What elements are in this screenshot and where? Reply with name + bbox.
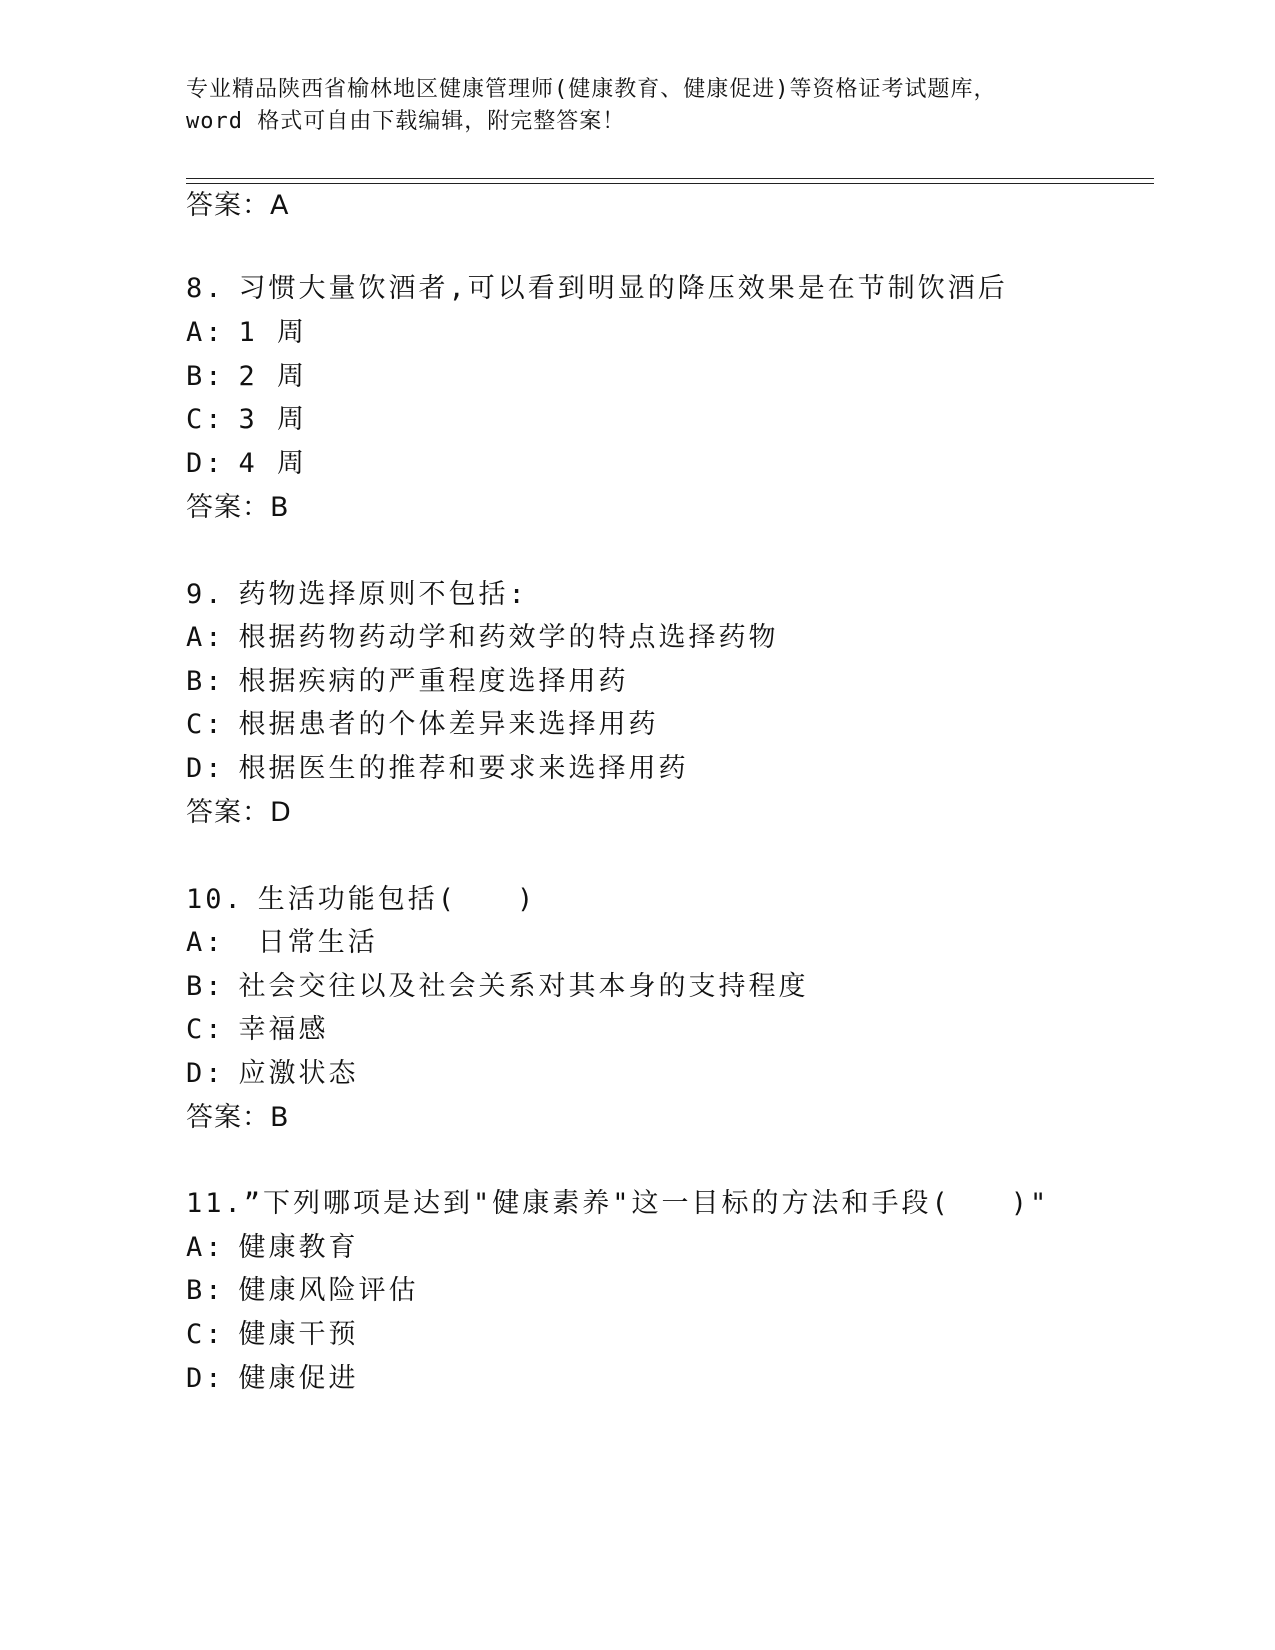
- option-label: B:: [186, 666, 225, 697]
- answer-prefix: 答案：: [186, 1102, 270, 1133]
- option-label: B:: [186, 361, 225, 392]
- option-label: C:: [186, 709, 225, 740]
- option-label: C:: [186, 1014, 225, 1045]
- option-text: 健康干预: [238, 1319, 359, 1350]
- option-text: 健康风险评估: [238, 1275, 419, 1306]
- option-label: D:: [186, 1058, 225, 1089]
- question-8-option-a: [186, 315, 307, 351]
- question-8-option-b: [186, 359, 307, 395]
- option-text: 根据医生的推荐和要求来选择用药: [238, 753, 689, 784]
- option-text: 4 周: [238, 448, 308, 479]
- option-text: 幸福感: [238, 1014, 329, 1045]
- answer-line: [186, 188, 289, 224]
- question-text: 药物选择原则不包括:: [238, 579, 528, 610]
- option-label: A:: [186, 1232, 225, 1263]
- answer-value: B: [270, 492, 290, 523]
- question-10-option-b: [186, 969, 809, 1005]
- question-number: 11.: [186, 1188, 244, 1219]
- question-8-option-c: [186, 402, 307, 438]
- option-text: 根据药物药动学和药效学的特点选择药物: [238, 622, 779, 653]
- option-label: D:: [186, 1363, 225, 1394]
- option-label: D:: [186, 753, 225, 784]
- question-9-option-a: [186, 620, 779, 656]
- answer-prefix: 答案：: [186, 797, 270, 828]
- option-label: C:: [186, 1319, 225, 1350]
- question-11-option-d: [186, 1361, 359, 1397]
- header-divider-bottom: [186, 183, 1154, 184]
- option-text: 3 周: [238, 404, 308, 435]
- answer-value: A: [270, 190, 290, 221]
- question-text: 生活功能包括( ): [257, 884, 537, 915]
- question-9-option-c: [186, 707, 659, 743]
- question-number: 9.: [186, 579, 225, 610]
- option-text: 健康促进: [238, 1363, 359, 1394]
- question-9-option-d: [186, 751, 689, 787]
- question-10-option-c: [186, 1012, 329, 1048]
- question-text: ”下列哪项是达到"健康素养"这一目标的方法和手段( )": [243, 1188, 1050, 1219]
- option-text: 应激状态: [238, 1058, 359, 1089]
- question-11-stem: [186, 1186, 1049, 1222]
- option-text: 健康教育: [238, 1232, 359, 1263]
- question-9-option-b: [186, 664, 629, 700]
- header-divider-top: [186, 178, 1154, 179]
- option-label: C:: [186, 404, 225, 435]
- answer-prefix: 答案：: [186, 190, 270, 221]
- answer-value: D: [270, 797, 292, 828]
- option-label: A:: [186, 927, 225, 958]
- option-text: 社会交往以及社会关系对其本身的支持程度: [238, 971, 809, 1002]
- option-label: B:: [186, 971, 225, 1002]
- header-line-1: 专业精品陕西省榆林地区健康管理师(健康教育、健康促进)等资格证考试题库，: [186, 77, 997, 102]
- question-11-option-a: [186, 1230, 359, 1266]
- question-10-answer: [186, 1100, 290, 1136]
- question-number: 8.: [186, 273, 225, 304]
- answer-value: B: [270, 1102, 290, 1133]
- question-number: 10.: [186, 884, 244, 915]
- question-9-stem: [186, 577, 528, 613]
- question-text: 习惯大量饮酒者,可以看到明显的降压效果是在节制饮酒后: [238, 273, 1008, 304]
- option-label: A:: [186, 622, 225, 653]
- question-8-stem: [186, 271, 1008, 307]
- question-10-stem: [186, 882, 536, 918]
- option-label: A:: [186, 317, 225, 348]
- option-text: 日常生活: [238, 927, 378, 958]
- answer-prefix: 答案：: [186, 492, 270, 523]
- question-10-option-d: [186, 1056, 359, 1092]
- question-11-option-c: [186, 1317, 359, 1353]
- option-label: D:: [186, 448, 225, 479]
- option-label: B:: [186, 1275, 225, 1306]
- option-text: 2 周: [238, 361, 308, 392]
- question-9-answer: [186, 795, 292, 831]
- question-8-option-d: [186, 446, 307, 482]
- document-header: [186, 74, 1066, 138]
- question-10-option-a: [186, 925, 378, 961]
- question-8-answer: [186, 490, 290, 526]
- option-text: 根据疾病的严重程度选择用药: [238, 666, 629, 697]
- question-11-option-b: [186, 1273, 419, 1309]
- option-text: 1 周: [238, 317, 308, 348]
- option-text: 根据患者的个体差异来选择用药: [238, 709, 659, 740]
- header-line-2: word 格式可自由下载编辑，附完整答案！: [186, 109, 626, 134]
